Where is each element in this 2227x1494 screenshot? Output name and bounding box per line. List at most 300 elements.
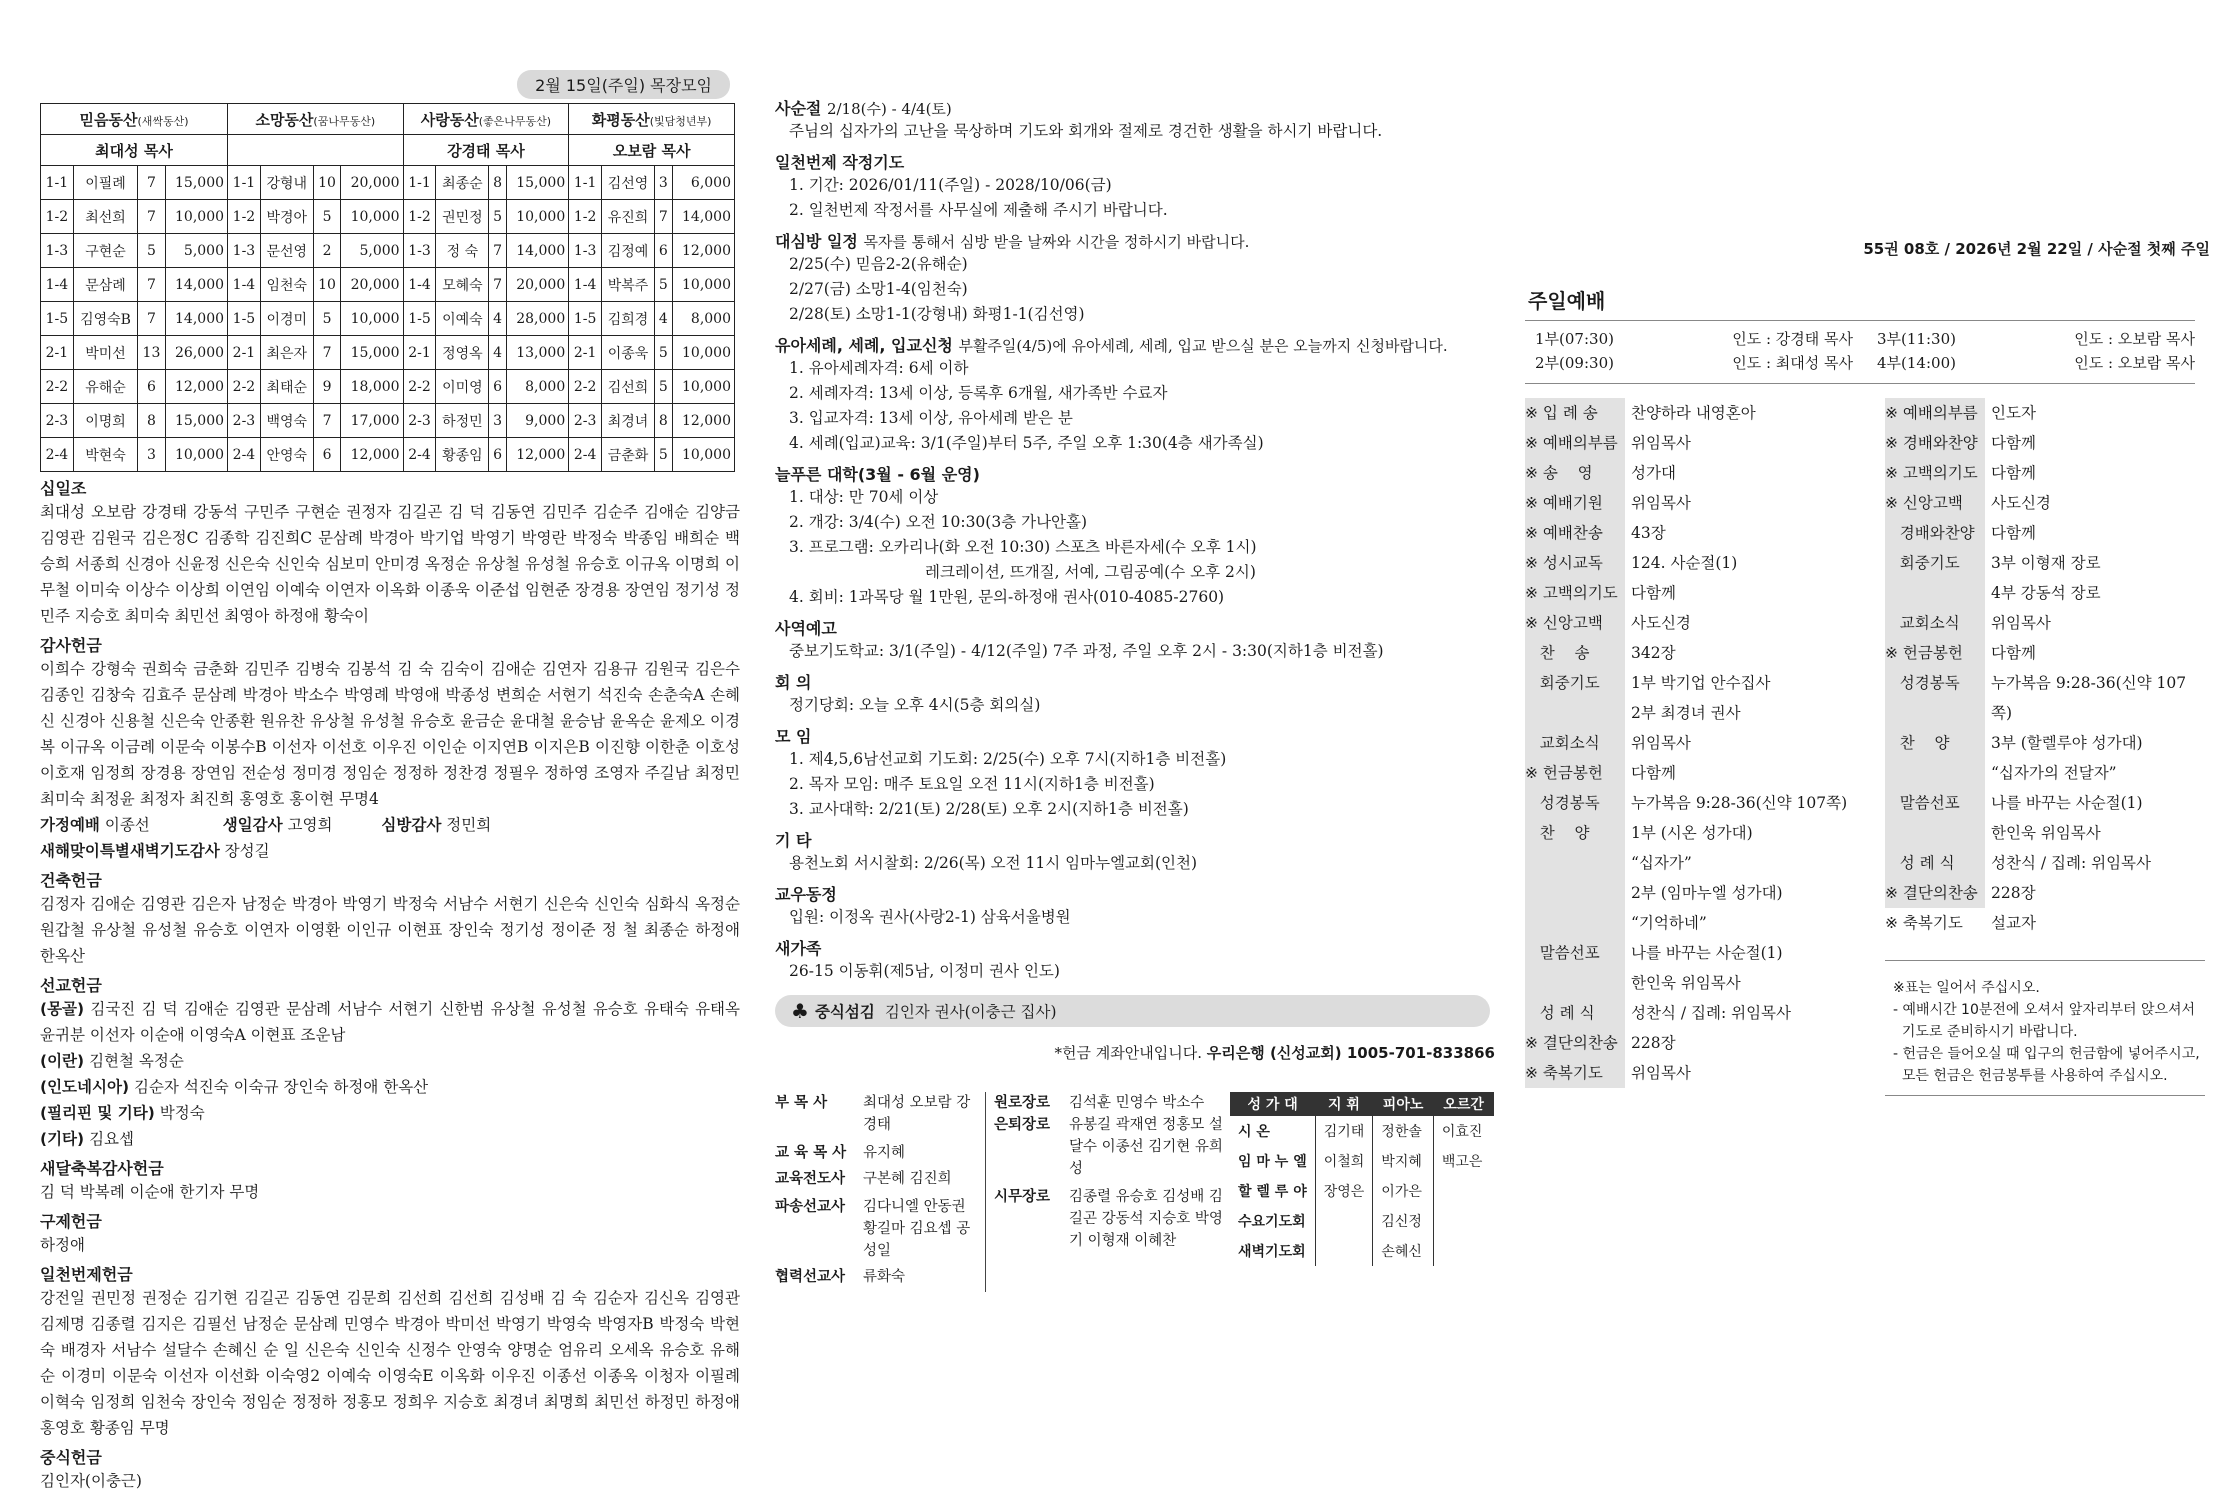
order-label: ※ 입 례 송 <box>1525 404 1598 422</box>
order-value: 3부 (할렐루야 성가대) <box>1991 734 2143 752</box>
mission-phil-label: (필리핀 및 기타) <box>40 1104 155 1122</box>
staff-row <box>775 1168 985 1190</box>
table-cell: 13 <box>138 336 166 370</box>
order-row <box>1525 698 1865 728</box>
order-row <box>1525 938 1865 968</box>
bank-account: 우리은행 (신성교회) 1005-701-833866 <box>1206 1044 1495 1062</box>
table-cell: 유진희 <box>602 200 655 234</box>
table-cell: 1-5 <box>228 302 261 336</box>
table-cell: 김희경 <box>602 302 655 336</box>
order-row <box>1525 488 1865 518</box>
table-cell: 5 <box>313 302 341 336</box>
university-1: 1. 대상: 만 70세 이상 <box>789 488 939 506</box>
order-value: 228장 <box>1991 884 2036 902</box>
seed-prayer-2: 2. 일천번제 작정서를 사무실에 제출해 주시기 바랍니다. <box>789 201 1168 219</box>
dawn-heading: 새해맞이특별새벽기도감사 <box>40 842 220 860</box>
table-cell: 최태순 <box>260 370 313 404</box>
order-value: 위임목사 <box>1991 614 2051 632</box>
order-value: 3부 이형재 장로 <box>1991 554 2101 572</box>
elders-row <box>994 1092 1224 1114</box>
mission-etc-label: (기타) <box>40 1130 85 1148</box>
order-label: ※ 송 영 <box>1525 464 1593 482</box>
offerings-list <box>40 476 740 1494</box>
baptism-heading: 유아세례, 세례, 입교신청 <box>775 336 953 355</box>
table-cell: 5 <box>489 200 507 234</box>
order-row <box>1525 458 1865 488</box>
order-label: ※ 고백의기도 <box>1885 464 1978 482</box>
tithe-names: 최대성 오보람 강경태 강동석 구민주 구현순 권정자 김길곤 김 덕 김동연 김민주 김순주 김애순 김양금 김영관 김원국 김은정C 김종학 김진희C 문삼례 박경아 박기업 박영기 박영란 박정숙 박종임 배희순 백승희 서종희 신경아 신윤정 신은숙 신인숙 심보미 안미경 옥정순 유상철 유성철 유승호 이규옥 이명희 이무철 이미숙 이상수 이상희 이연임 이예숙 이연자 이옥화 이종욱 이준섭 임현준 장경용 장연임 정기성 정민주 지승호 최미숙 최민선 최영아 하정애 황숙이 <box>40 503 740 625</box>
group-pastor-0: 최대성 목사 <box>41 135 228 166</box>
table-cell: 2-3 <box>569 404 602 438</box>
choir-cell <box>1315 1206 1373 1236</box>
table-cell: 7 <box>138 166 166 200</box>
order-value: 성찬식 / 집례: 위임목사 <box>1991 854 2151 872</box>
retired-names: 유봉길 곽재연 정홍모 설달수 이종선 김기현 유희성 <box>1069 1117 1223 1177</box>
notice-newfamily <box>775 936 1495 984</box>
table-cell: 5 <box>654 336 672 370</box>
visit-schedule-1: 2/25(수) 믿음2-2(유해순) <box>789 255 968 273</box>
table-cell: 1-2 <box>403 200 436 234</box>
order-value: 1부 (시온 성가대) <box>1631 824 1753 842</box>
notice-visit <box>775 229 1495 327</box>
staff-names: 유지혜 <box>863 1145 906 1161</box>
baptism-desc: 부활주일(4/5)에 유아세례, 세례, 입교 받으실 분은 오늘까지 신청바랍니다. <box>958 337 1448 355</box>
order-label: ※ 고백의기도 <box>1525 584 1618 602</box>
table-cell: 1-2 <box>41 200 74 234</box>
notice-university <box>775 462 1495 610</box>
table-cell: 6,000 <box>672 166 734 200</box>
table-cell: 2-2 <box>41 370 74 404</box>
order-label: 성 례 식 <box>1525 1004 1595 1022</box>
lent-dates: 2/18(수) - 4/4(토) <box>826 100 952 118</box>
order-label: 찬 양 <box>1885 734 1950 752</box>
table-cell: 10,000 <box>165 200 227 234</box>
bank-info <box>1055 1042 1495 1063</box>
table-cell: 1-1 <box>41 166 74 200</box>
table-row <box>41 268 735 302</box>
dawn-row <box>40 838 740 864</box>
active-heading: 시무장로 <box>994 1189 1051 1205</box>
order-value: 사도신경 <box>1991 494 2051 512</box>
table-cell: 2-4 <box>228 438 261 472</box>
order-row <box>1885 578 2205 608</box>
mission-etc-names: 김요셉 <box>89 1130 134 1148</box>
family-names: 이종선 <box>104 816 150 834</box>
lunch-heading: 중식섬김 <box>814 1003 875 1021</box>
table-cell: 2-4 <box>403 438 436 472</box>
order-row <box>1885 788 2205 818</box>
staff-row <box>775 1266 985 1288</box>
table-cell: 2-2 <box>403 370 436 404</box>
group-header-0: 믿음동산(새싹동산) <box>41 104 228 135</box>
elders-heading: 원로장로 <box>994 1095 1051 1111</box>
order-value: 다함께 <box>1631 764 1676 782</box>
table-cell: 이경미 <box>260 302 313 336</box>
order-value: “기억하네” <box>1631 914 1707 932</box>
table-cell: 2-1 <box>569 336 602 370</box>
order-3-4-wrap <box>1885 398 2205 1096</box>
relief-names: 하정애 <box>40 1236 85 1254</box>
table-cell: 8 <box>654 404 672 438</box>
table-cell: 6 <box>138 370 166 404</box>
table-cell: 5 <box>654 268 672 302</box>
table-cell: 3 <box>654 166 672 200</box>
table-cell: 12,000 <box>672 234 734 268</box>
etc-heading: 기 타 <box>775 831 812 850</box>
order-value: “십자가의 전달자” <box>1991 764 2117 782</box>
newfamily-text: 26-15 이동휘(제5남, 이정미 권사 인도) <box>789 962 1060 980</box>
order-row <box>1525 758 1865 788</box>
order-label <box>1525 698 1625 728</box>
order-label <box>1885 818 1985 848</box>
table-cell: 2-3 <box>228 404 261 438</box>
column-worship <box>1510 0 2210 1096</box>
notice-etc <box>775 828 1495 876</box>
order-value: 찬양하라 내영혼아 <box>1631 404 1756 422</box>
mission-iran-names: 김현철 옥정순 <box>89 1052 184 1070</box>
order-label: 교회소식 <box>1885 614 1960 632</box>
worship-notes <box>1885 977 2205 1087</box>
choir-table <box>1230 1092 1494 1266</box>
notices <box>775 96 1495 984</box>
university-heading: 늘푸른 대학(3월 - 6월 운영) <box>775 465 980 484</box>
baptism-1: 1. 유아세례자격: 6세 이하 <box>789 359 969 377</box>
table-cell: 5 <box>654 438 672 472</box>
worship-orders <box>1525 398 2210 1096</box>
issue-info: 55권 08호 / 2026년 2월 22일 / 사순절 첫째 주일 <box>1863 240 2210 258</box>
order-label: ※ 성시교독 <box>1525 554 1603 572</box>
table-cell: 임천숙 <box>260 268 313 302</box>
mission-indo <box>40 1074 740 1100</box>
relief-heading: 구제헌금 <box>40 1212 102 1231</box>
table-cell: 1-4 <box>569 268 602 302</box>
table-cell: 김선영 <box>602 166 655 200</box>
seed-names: 강전일 권민정 권정순 김기현 김길곤 김동연 김문희 김선희 김선희 김성배 김 숙 김순자 김신옥 김영관 김제명 김종렬 김지은 김필선 남정순 문삼례 민영수 박경아 박미선 박영기 박영숙 박영자B 박정숙 박현숙 배경자 서남수 설달수 손혜신 순 일 신은숙 신인숙 신정수 안영숙 양명순 엄유리 오세옥 유승호 유해순 이경미 이문숙 이선자 이선화 이숙영2 이예숙 이영숙E 이옥화 이우진 이종선 이종옥 이청자 이필례 이혁숙 임정희 임천숙 장인숙 정임순 정정하 정홍모 정희우 지승호 최경녀 최명희 최민선 하정민 하정애 홍영호 황종임 무명 <box>40 1289 740 1437</box>
news-text: 입원: 이정옥 권사(사랑2-1) 삼육서울병원 <box>789 908 1071 926</box>
staff-listing <box>775 1092 1494 1292</box>
order-value: 4부 강동석 장로 <box>1991 584 2101 602</box>
order-row <box>1885 428 2205 458</box>
table-cell: 7 <box>138 268 166 302</box>
table-cell: 15,000 <box>341 336 403 370</box>
staff-role: 교육전도사 <box>775 1171 846 1187</box>
meeting-text: 정기당회: 오늘 오후 4시(5층 회의실) <box>789 696 1041 714</box>
table-cell: 5,000 <box>341 234 403 268</box>
order-row <box>1525 788 1865 818</box>
table-cell: 유해순 <box>73 370 137 404</box>
staff-names: 최대성 오보람 강경태 <box>863 1095 971 1133</box>
table-cell: 10,000 <box>672 370 734 404</box>
table-cell: 안영숙 <box>260 438 313 472</box>
table-cell: 5 <box>313 200 341 234</box>
order-row <box>1525 878 1865 908</box>
staff-column-1 <box>775 1092 985 1292</box>
table-cell: 6 <box>489 438 507 472</box>
table-cell: 1-4 <box>228 268 261 302</box>
order-row <box>1885 518 2205 548</box>
order-row <box>1885 728 2205 758</box>
staff-role: 파송선교사 <box>775 1199 846 1215</box>
order-label: ※ 신앙고백 <box>1525 614 1603 632</box>
table-cell: 12,000 <box>506 438 568 472</box>
table-cell: 8 <box>138 404 166 438</box>
university-2: 2. 개강: 3/4(수) 오전 10:30(3층 가나안홀) <box>789 513 1088 531</box>
table-cell: 이종욱 <box>602 336 655 370</box>
table-cell: 12,000 <box>165 370 227 404</box>
column-notices <box>775 0 1495 1285</box>
order-label: 회중기도 <box>1885 554 1960 572</box>
order-value: 2부 (임마누엘 성가대) <box>1631 884 1783 902</box>
group-header-3: 화평동산(빛담청년부) <box>569 104 735 135</box>
table-cell: 1-1 <box>569 166 602 200</box>
order-label <box>1525 848 1625 878</box>
order-label: ※ 예배의부름 <box>1525 434 1618 452</box>
visit-schedule-3: 2/28(토) 소망1-1(강형내) 화평1-1(김선영) <box>789 305 1085 323</box>
lunar-names: 김 덕 박복례 이순애 한기자 무명 <box>40 1183 260 1201</box>
table-cell: 박미선 <box>73 336 137 370</box>
etc-text: 용천노회 서시찰회: 2/26(목) 오전 11시 임마누엘교회(인천) <box>789 854 1198 872</box>
table-cell: 7 <box>654 200 672 234</box>
university-4: 4. 회비: 1과목당 월 1만원, 문의-하정애 권사(010-4085-2760) <box>789 588 1225 606</box>
worship-times <box>1535 327 2195 375</box>
gathering-1: 1. 제4,5,6남선교회 기도회: 2/25(수) 오후 7시(지하1층 비전홀) <box>789 750 1227 768</box>
order-row <box>1885 458 2205 488</box>
gathering-2: 2. 목자 모임: 매주 토요일 오전 11시(지하1층 비전홀) <box>789 775 1155 793</box>
order-value: 한인욱 위임목사 <box>1991 824 2101 842</box>
order-label <box>1885 578 1985 608</box>
order-row <box>1885 638 2205 668</box>
table-cell: 10,000 <box>341 302 403 336</box>
order-row <box>1885 758 2205 788</box>
newfamily-heading: 새가족 <box>775 939 822 958</box>
order-value: 한인욱 위임목사 <box>1631 974 1741 992</box>
order-row <box>1525 608 1865 638</box>
order-label: ※ 축복기도 <box>1885 914 1963 932</box>
order-value: 다함께 <box>1991 464 2036 482</box>
preview-heading: 사역예고 <box>775 619 837 638</box>
note-line: 기도로 준비하시기 바랍니다. <box>1893 1024 2078 1040</box>
table-cell: 1-2 <box>228 200 261 234</box>
mission-mongol-names: 김국진 김 덕 김애순 김영관 문삼례 서남수 서현기 신한범 유상철 유성철 유승호 유태숙 유태옥 윤귀분 이선자 이순애 이영숙A 이현표 조운남 <box>40 1000 740 1044</box>
lent-heading: 사순절 <box>775 99 822 118</box>
order-value: 성가대 <box>1631 464 1676 482</box>
order-value: 위임목사 <box>1631 1064 1691 1082</box>
group-pastor-1 <box>228 135 404 166</box>
table-row <box>41 438 735 472</box>
mission-indo-label: (인도네시아) <box>40 1078 130 1096</box>
notice-meeting <box>775 670 1495 718</box>
mission-etc <box>40 1126 740 1152</box>
choir-cell: 김신정 <box>1373 1206 1434 1236</box>
table-cell: 10,000 <box>672 268 734 302</box>
table-cell: 문선영 <box>260 234 313 268</box>
choir-cell: 장영은 <box>1315 1176 1373 1206</box>
order-value: 위임목사 <box>1631 734 1691 752</box>
table-cell: 15,000 <box>165 404 227 438</box>
order-label: 찬 양 <box>1525 824 1590 842</box>
order-label: ※ 예배의부름 <box>1885 404 1978 422</box>
choir-cell: 박지혜 <box>1373 1146 1434 1176</box>
table-cell: 김선희 <box>602 370 655 404</box>
order-value: 1부 박기업 안수집사 <box>1631 674 1771 692</box>
table-row <box>41 166 735 200</box>
choir-cell: 수요기도회 <box>1238 1214 1306 1230</box>
table-cell: 정영옥 <box>436 336 489 370</box>
order-label: 교회소식 <box>1525 734 1600 752</box>
mission-heading: 선교헌금 <box>40 976 102 995</box>
table-cell: 권민정 <box>436 200 489 234</box>
order-row <box>1525 848 1865 878</box>
table-cell: 1-3 <box>228 234 261 268</box>
table-cell: 10,000 <box>672 438 734 472</box>
table-cell: 2-1 <box>403 336 436 370</box>
table-cell: 18,000 <box>341 370 403 404</box>
table-cell: 2-2 <box>569 370 602 404</box>
service-time: 1부(07:30) 인도 : 강경태 목사 <box>1535 330 1853 348</box>
mission-iran <box>40 1048 740 1074</box>
baptism-2: 2. 세례자격: 13세 이상, 등록후 6개월, 새가족반 수료자 <box>789 384 1168 402</box>
table-cell: 4 <box>489 336 507 370</box>
table-cell: 강형내 <box>260 166 313 200</box>
table-cell: 김정예 <box>602 234 655 268</box>
visit-heading: 심방감사 <box>381 816 442 834</box>
table-cell: 최종순 <box>436 166 489 200</box>
staff-role: 협력선교사 <box>775 1269 846 1285</box>
table-cell: 3 <box>489 404 507 438</box>
order-row <box>1525 638 1865 668</box>
order-label: ※ 예배기원 <box>1525 494 1603 512</box>
order-label: ※ 예배찬송 <box>1525 524 1603 542</box>
table-cell: 10 <box>313 166 341 200</box>
order-1-2 <box>1525 398 1865 1096</box>
mission-phil <box>40 1100 740 1126</box>
staff-role: 부 목 사 <box>775 1095 828 1111</box>
staff-row <box>775 1196 985 1262</box>
university-3b: 레크레이션, 뜨개질, 서예, 그림공예(수 오후 2시) <box>925 563 1256 581</box>
table-cell: 2-4 <box>569 438 602 472</box>
table-cell: 하정민 <box>436 404 489 438</box>
order-value: 2부 최경녀 권사 <box>1631 704 1741 722</box>
table-cell: 7 <box>138 302 166 336</box>
worship-divider <box>1525 320 2195 321</box>
order-label: ※ 축복기도 <box>1525 1064 1603 1082</box>
fruit-heading: 중식헌금 <box>40 1448 102 1467</box>
table-cell: 6 <box>489 370 507 404</box>
table-cell: 박경아 <box>260 200 313 234</box>
choir-wrap <box>1230 1092 1494 1292</box>
order-label: 말씀선포 <box>1885 794 1960 812</box>
table-row <box>41 370 735 404</box>
staff-role: 교 육 목 사 <box>775 1145 847 1161</box>
order-row <box>1525 668 1865 698</box>
table-cell: 14,000 <box>165 268 227 302</box>
lunch-bar <box>775 995 1490 1027</box>
choir-cell: 임 마 누 엘 <box>1238 1154 1307 1170</box>
visit-schedule-heading: 대심방 일정 <box>775 232 858 251</box>
meeting-title: 2월 15일(주일) 목장모임 <box>517 70 730 99</box>
group-header-2: 사랑동산(좋은나무동산) <box>403 104 569 135</box>
order-label: 찬 송 <box>1525 644 1590 662</box>
table-row <box>41 404 735 438</box>
preview-text: 중보기도학교: 3/1(주일) - 4/12(주일) 7주 과정, 주일 오후 2시 - 3:30(지하1층 비전홀) <box>789 642 1384 660</box>
table-cell: 13,000 <box>506 336 568 370</box>
retired-heading: 은퇴장로 <box>994 1117 1051 1133</box>
order-label: ※ 헌금봉헌 <box>1525 764 1603 782</box>
choir-head-cell: 피아노 <box>1373 1092 1434 1116</box>
mission-mongol-label: (몽골) <box>40 1000 85 1018</box>
table-cell: 3 <box>138 438 166 472</box>
table-cell: 2-4 <box>41 438 74 472</box>
table-cell: 8,000 <box>506 370 568 404</box>
choir-cell <box>1315 1236 1373 1266</box>
table-cell: 10,000 <box>165 438 227 472</box>
order-row <box>1525 968 1865 998</box>
order-row <box>1885 668 2205 728</box>
order-label: ※ 신앙고백 <box>1885 494 1963 512</box>
order-value: 다함께 <box>1991 434 2036 452</box>
table-cell: 9 <box>313 370 341 404</box>
table-cell: 구현순 <box>73 234 137 268</box>
notice-seed <box>775 150 1495 223</box>
table-cell: 정 숙 <box>436 234 489 268</box>
service-time: 3부(11:30) 인도 : 오보람 목사 <box>1877 330 2195 348</box>
order-value: 나를 바꾸는 사순절(1) <box>1631 944 1783 962</box>
table-row <box>41 336 735 370</box>
order-3-4 <box>1885 398 2205 938</box>
order-row <box>1885 398 2205 428</box>
note-line: - 헌금은 들어오실 때 입구의 헌금함에 넣어주시고, <box>1893 1046 2200 1062</box>
choir-cell: 이효진 <box>1433 1116 1494 1146</box>
worship-title: 주일예배 <box>1528 289 1606 313</box>
order-row <box>1525 998 1865 1028</box>
notes-divider <box>1885 960 2205 961</box>
order-row <box>1885 548 2205 578</box>
group-pastor-3: 오보람 목사 <box>569 135 735 166</box>
note-line: 모든 헌금은 헌금봉투를 사용하여 주십시오. <box>1893 1068 2168 1084</box>
note-line: ※표는 일어서 주십시오. <box>1893 980 2040 996</box>
build-heading: 건축헌금 <box>40 871 102 890</box>
table-cell: 15,000 <box>506 166 568 200</box>
order-label <box>1525 878 1625 908</box>
table-cell: 5,000 <box>165 234 227 268</box>
order-row <box>1525 398 1865 428</box>
table-cell: 1-3 <box>41 234 74 268</box>
order-value: 나를 바꾸는 사순절(1) <box>1991 794 2143 812</box>
worship-divider-2 <box>1525 383 2195 384</box>
staff-column-2 <box>985 1092 1224 1292</box>
visit-names: 정민희 <box>446 816 492 834</box>
table-cell: 20,000 <box>341 268 403 302</box>
order-row <box>1885 488 2205 518</box>
order-label: ※ 결단의찬송 <box>1885 884 1978 902</box>
order-label: ※ 헌금봉헌 <box>1885 644 1963 662</box>
table-cell: 1-4 <box>41 268 74 302</box>
table-cell: 10,000 <box>506 200 568 234</box>
choir-cell <box>1433 1206 1494 1236</box>
visit-schedule-desc: 목자를 통해서 심방 받을 날짜와 시간을 정하시기 바랍니다. <box>863 233 1250 251</box>
table-cell: 1-4 <box>403 268 436 302</box>
notice-preview <box>775 616 1495 664</box>
choir-head-cell: 오르간 <box>1433 1092 1494 1116</box>
order-value: 위임목사 <box>1631 434 1691 452</box>
table-cell: 김영숙B <box>73 302 137 336</box>
staff-row <box>775 1092 985 1136</box>
choir-cell: 이가은 <box>1373 1176 1434 1206</box>
retired-row <box>994 1114 1224 1180</box>
lunch-text: 김인자 권사(이충근 집사) <box>884 1003 1057 1021</box>
table-cell: 2-1 <box>41 336 74 370</box>
table-cell: 금춘화 <box>602 438 655 472</box>
